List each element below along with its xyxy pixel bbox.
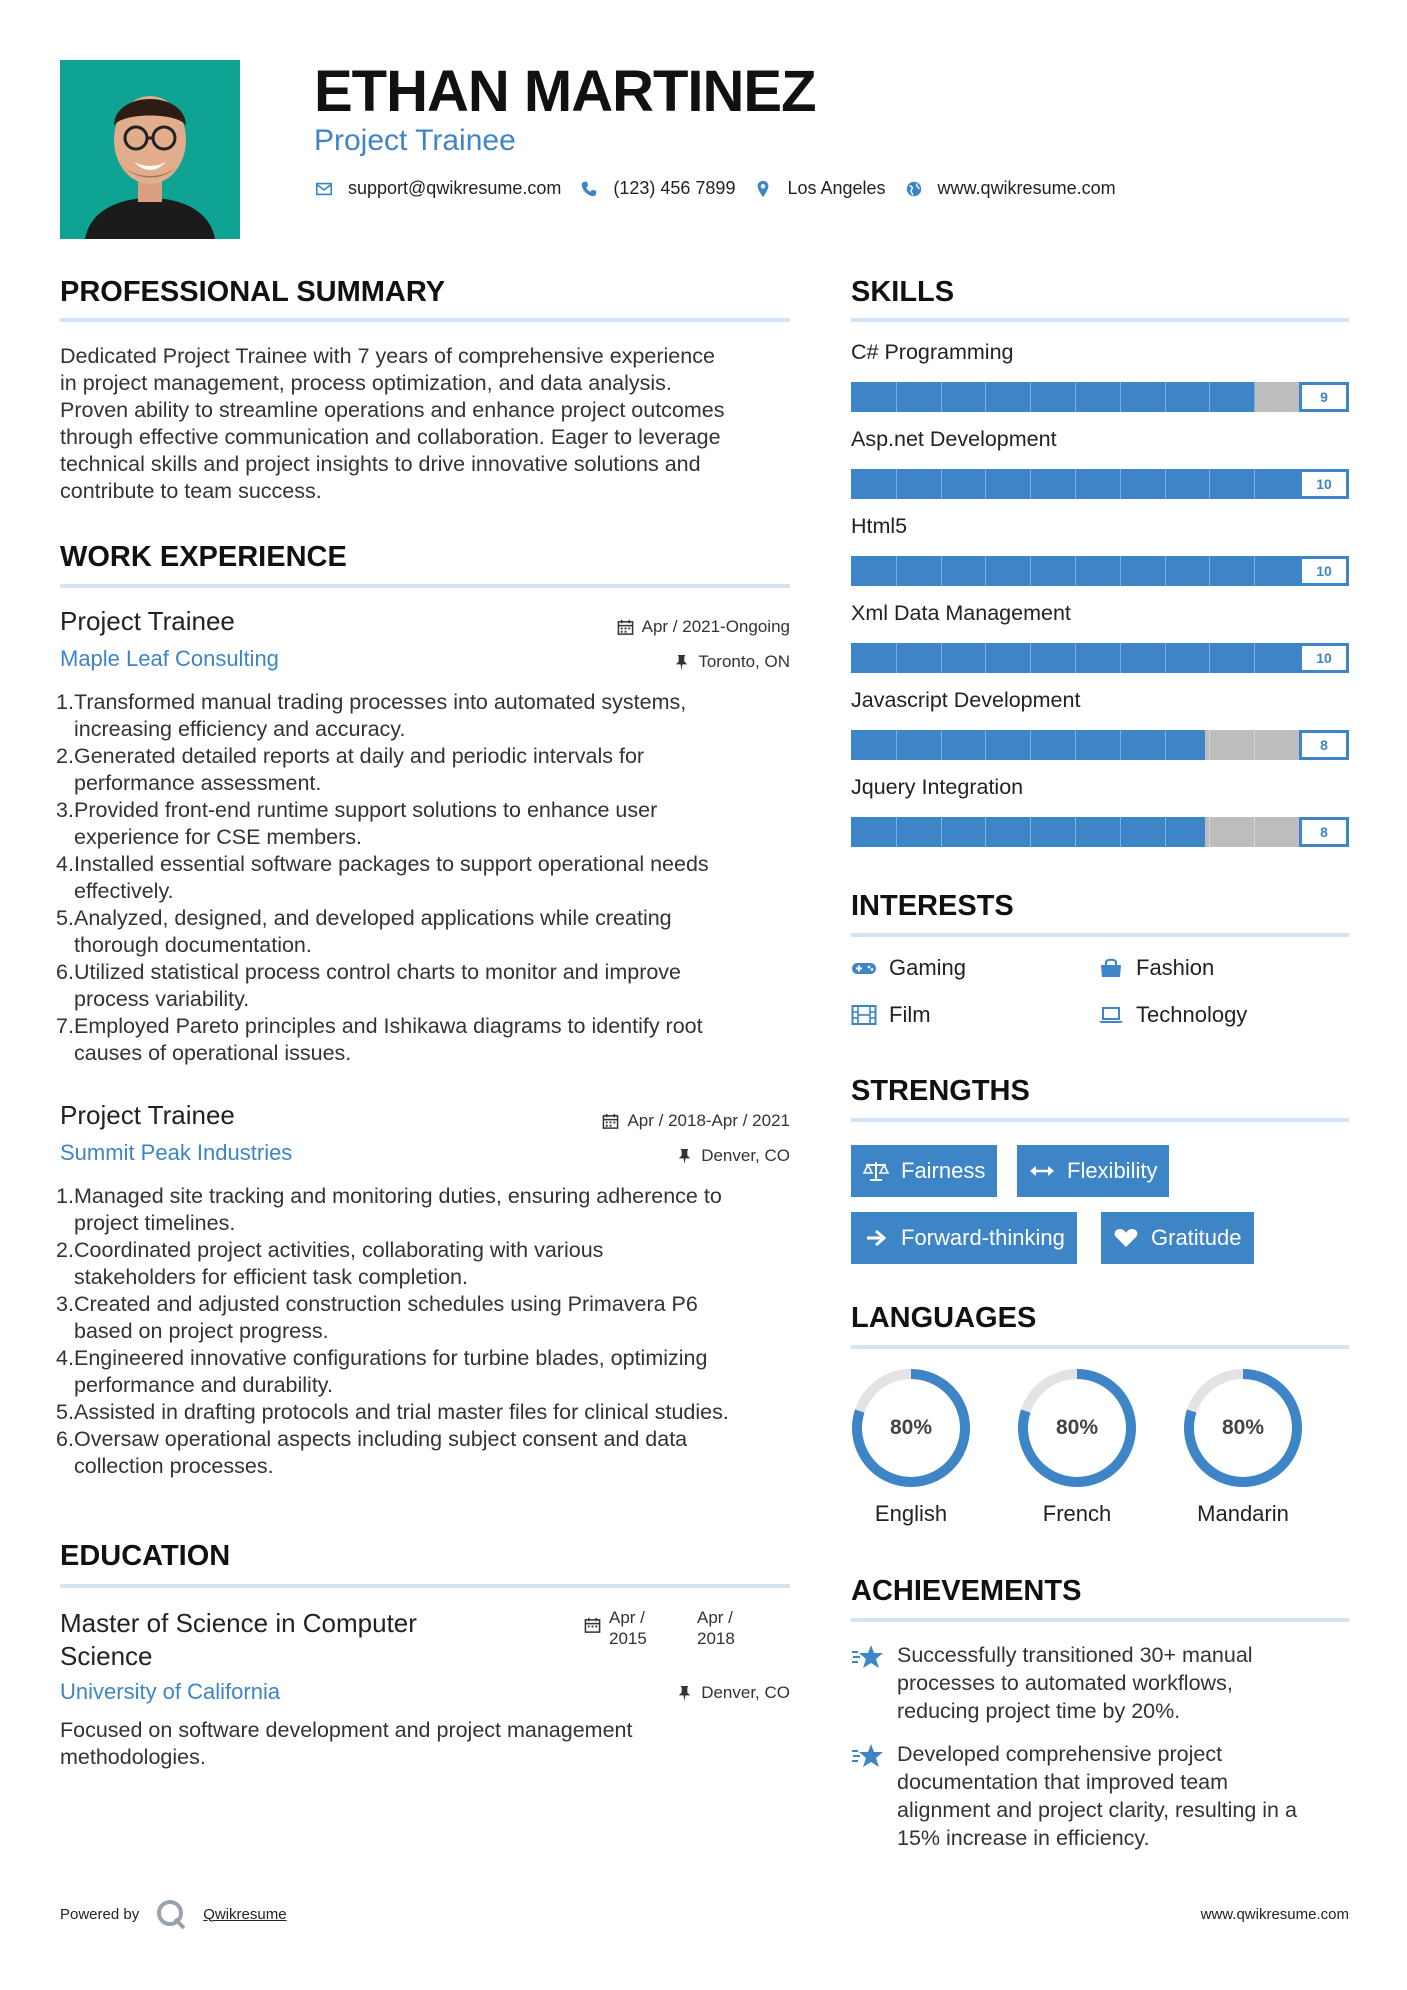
powered-by-text: Powered by [60,1905,140,1923]
list-item-line: Assisted in drafting protocols and trial master files for clinical studies. [74,1400,729,1424]
strength-tag-forward-thinking [851,1212,1077,1264]
skill-bar-segment [1209,817,1210,847]
skill-bar-segment [1209,382,1210,412]
list-item [56,959,801,1013]
language-name: Mandarin [1197,1501,1289,1526]
strengths-divider [851,1118,1349,1122]
balance-scale-icon [863,1160,889,1182]
contact-email-text: support@qwikresume.com [348,178,562,198]
summary-line: Proven ability to streamline operations and enhance project outcomes [60,398,725,422]
interest-gaming [851,955,966,981]
achievement-line: Developed comprehensive project [897,1742,1223,1766]
film-icon [851,1004,877,1026]
avatar [60,60,240,239]
skill-bar-fill [851,643,1349,673]
contact-location [753,178,885,199]
strength-label: Flexibility [1067,1158,1158,1183]
job-location-text: Denver, CO [701,1146,790,1165]
language-item [1182,1367,1304,1527]
skill-level-badge: 8 [1299,730,1349,760]
list-item-line: Utilized statistical process control charts to monitor and improve [74,960,682,984]
list-item [56,689,801,743]
language-name: English [874,1501,948,1526]
skill-bar-segment [1075,382,1076,412]
education-heading: EDUCATION [60,1540,231,1572]
job-location-text: Toronto, ON [698,652,790,671]
skill-bar-segment [1165,469,1166,499]
list-item [56,1345,801,1399]
list-item-line: experience for CSE members. [74,825,362,849]
skill-level-badge: 10 [1299,643,1349,673]
skill-bar-segment [1165,817,1166,847]
list-item-line: Engineered innovative configurations for turbine blades, optimizing [74,1346,708,1370]
pushpin-icon [676,1685,693,1702]
contact-website-text: www.qwikresume.com [937,178,1116,198]
globe-icon [904,179,924,199]
languages-heading: LANGUAGES [851,1302,1037,1334]
list-item [56,851,801,905]
list-number: 6. [56,960,74,984]
shopping-bag-icon [1098,957,1124,979]
list-number: 1. [56,690,74,714]
list-item [56,1183,801,1237]
degree-title [60,1607,417,1673]
skill-bar-segment [1254,556,1255,586]
skill-bar-segment [1254,382,1255,412]
list-item [56,1399,801,1426]
education-start [609,1607,669,1649]
skill-bar-segment [1165,643,1166,673]
skill-bar-segment [1030,643,1031,673]
skill-bar-segment [941,730,942,760]
skill-bar-segment [896,382,897,412]
language-item [1016,1367,1138,1527]
skill-bar [851,469,1349,499]
achievements-divider [851,1618,1349,1622]
list-item-line: Oversaw operational aspects including subject consent and data [74,1427,688,1451]
skill-bar [851,730,1349,760]
skill-bar-segment [1209,469,1210,499]
education-location [676,1683,790,1703]
heart-icon [1113,1227,1139,1249]
skill-bar [851,382,1349,412]
pushpin-icon [676,1148,693,1165]
profile-photo [60,60,240,239]
achievement-text [897,1641,1253,1725]
list-item-line: process variability. [74,987,250,1011]
list-item-line: Transformed manual trading processes into automated systems, [74,690,687,714]
skill-bar-segment [1030,556,1031,586]
list-item-line: Coordinated project activities, collaborating with various [74,1238,604,1262]
achievement-line: reducing project time by 20%. [897,1699,1181,1723]
education-dates [584,1607,757,1649]
job-bullets [56,689,801,1067]
language-percent: 80% [1221,1416,1265,1439]
job-company: Maple Leaf Consulting [60,646,279,671]
skill-bar-segment [985,730,986,760]
skill-bar [851,556,1349,586]
skill-bar-segment [1075,556,1076,586]
summary-divider [60,318,790,322]
achievement-line: Successfully transitioned 30+ manual [897,1643,1253,1667]
footer-url[interactable]: www.qwikresume.com [1200,1906,1349,1923]
interest-fashion [1098,955,1214,981]
interest-technology [1098,1002,1247,1028]
list-number: 6. [56,1427,74,1451]
star-award-icon [851,1643,885,1673]
skill-bar-segment [941,382,942,412]
interest-label: Film [889,1002,931,1027]
languages-divider [851,1345,1349,1349]
skill-bar-segment [896,730,897,760]
experience-heading: WORK EXPERIENCE [60,541,347,573]
achievement-item [851,1740,1351,1852]
skill-bar-segment [1165,730,1166,760]
skill-bar-segment [1075,643,1076,673]
job-title: Project Trainee [60,1100,235,1130]
skills-divider [851,318,1349,322]
contact-location-text: Los Angeles [787,178,886,198]
description-line: Focused on software development and project management [60,1718,633,1742]
summary-heading: PROFESSIONAL SUMMARY [60,276,446,308]
skill-bar-segment [1165,556,1166,586]
star-award-icon [851,1742,885,1772]
language-name: French [1042,1501,1112,1526]
skill-bar-segment [941,643,942,673]
job-title: Project Trainee [60,606,235,636]
summary-line: technical skills and project insights to drive innovative solutions and [60,452,701,476]
interest-label: Fashion [1136,955,1215,980]
description-line: methodologies. [60,1745,206,1769]
job-dates-text: Apr / 2018-Apr / 2021 [627,1111,790,1130]
degree-line: Master of Science in Computer [60,1608,417,1638]
list-number: 1. [56,1184,74,1208]
skill-bar-segment [941,469,942,499]
list-item-line: effectively. [74,879,174,903]
skill-bar [851,817,1349,847]
laptop-icon [1098,1004,1124,1026]
skill-level-badge: 9 [1299,382,1349,412]
list-item-line: Managed site tracking and monitoring duties, ensuring adherence to [74,1184,722,1208]
interests-heading: INTERESTS [851,890,1014,922]
list-item-line: stakeholders for efficient task completion. [74,1265,468,1289]
job-dates [602,1111,790,1131]
list-item [56,1013,801,1067]
skill-label: C# Programming [851,340,1014,364]
skill-label: Xml Data Management [851,601,1071,625]
education-end [697,1607,757,1649]
skill-bar-segment [1030,817,1031,847]
skill-bar-segment [896,817,897,847]
strength-tag-gratitude [1101,1212,1254,1264]
skill-bar-segment [985,643,986,673]
skill-bar-segment [1254,643,1255,673]
language-percent: 80% [1055,1416,1099,1439]
skill-bar-segment [1209,643,1210,673]
language-item [850,1367,972,1527]
skill-level-badge: 10 [1299,556,1349,586]
skill-bar-segment [1209,556,1210,586]
education-description [60,1717,800,1771]
job-location [676,1146,790,1166]
skill-bar-fill [851,817,1205,847]
strength-tag-flexibility [1017,1145,1169,1197]
list-item [56,1291,801,1345]
education-divider [60,1584,790,1588]
education-location-text: Denver, CO [701,1683,790,1702]
list-item [56,797,801,851]
list-number: 5. [56,906,74,930]
skill-bar-segment [1165,382,1166,412]
envelope-icon [314,179,334,199]
interests-divider [851,933,1349,937]
interest-label: Gaming [889,955,967,980]
list-item [56,743,801,797]
list-item-line: thorough documentation. [74,933,312,957]
list-number: 7. [56,1014,74,1038]
calendar-icon [617,619,634,636]
skill-bar [851,643,1349,673]
list-item-line: Installed essential software packages to support operational needs [74,852,709,876]
end-line: Apr / [697,1608,733,1627]
degree-line: Science [60,1641,153,1671]
skill-bar-segment [1120,817,1121,847]
footer-powered-by [60,1898,287,1930]
arrow-right-icon [863,1227,889,1249]
skill-bar-segment [985,382,986,412]
achievement-text [897,1740,1297,1852]
list-item-line: collection processes. [74,1454,274,1478]
strength-label: Forward-thinking [901,1225,1065,1250]
calendar-icon [584,1617,601,1634]
summary-line: in project management, process optimization, and data analysis. [60,371,672,395]
skill-bar-segment [1075,817,1076,847]
skill-bar-segment [1075,469,1076,499]
skill-label: Html5 [851,514,908,538]
skill-label: Asp.net Development [851,427,1057,451]
list-item-line: performance and durability. [74,1373,333,1397]
skill-bar-segment [896,556,897,586]
arrows-horizontal-icon [1029,1160,1055,1182]
skill-bar-segment [1120,469,1121,499]
list-item [56,1426,801,1480]
skill-bar-segment [1254,469,1255,499]
language-percent: 80% [889,1416,933,1439]
skill-bar-segment [1120,382,1121,412]
list-number: 5. [56,1400,74,1424]
contact-email[interactable] [314,178,561,199]
skill-bar-segment [896,643,897,673]
list-item-line: causes of operational issues. [74,1041,352,1065]
skill-level-badge: 8 [1299,817,1349,847]
skill-level-badge: 10 [1299,469,1349,499]
list-number: 3. [56,1292,74,1316]
list-number: 4. [56,1346,74,1370]
skill-bar-segment [1209,730,1210,760]
list-item-line: Employed Pareto principles and Ishikawa diagrams to identify root [74,1014,703,1038]
list-item-line: performance assessment. [74,771,322,795]
skill-bar-segment [1030,730,1031,760]
achievement-line: processes to automated workflows, [897,1671,1233,1695]
strength-tag-fairness [851,1145,997,1197]
skill-bar-fill [851,556,1349,586]
list-item-line: Provided front-end runtime support solutions to enhance user [74,798,658,822]
skill-bar-segment [1254,730,1255,760]
skill-bar-fill [851,469,1349,499]
skill-bar-segment [1120,643,1121,673]
skills-heading: SKILLS [851,276,955,308]
skill-bar-fill [851,382,1255,412]
brand-link[interactable]: Qwikresume [203,1905,287,1923]
qwikresume-logo-icon [155,1898,187,1930]
list-number: 2. [56,1238,74,1262]
achievement-item [851,1641,1351,1725]
list-item-line: Generated detailed reports at daily and periodic intervals for [74,744,645,768]
skill-bar-segment [1030,469,1031,499]
job-location [673,652,790,672]
job-bullets [56,1183,801,1480]
summary-line: Dedicated Project Trainee with 7 years of comprehensive experience [60,344,715,368]
start-line: Apr / [609,1608,645,1627]
skill-label: Javascript Development [851,688,1081,712]
contact-list [314,178,1134,199]
skill-bar-segment [985,556,986,586]
contact-website[interactable] [904,178,1116,199]
skill-bar-segment [985,469,986,499]
end-line: 2018 [697,1629,735,1648]
skill-label: Jquery Integration [851,775,1024,799]
summary-line: through effective communication and collaboration. Eager to leverage [60,425,721,449]
list-item-line: increasing efficiency and accuracy. [74,717,406,741]
skill-bar-fill [851,730,1205,760]
strengths-heading: STRENGTHS [851,1075,1030,1107]
list-number: 4. [56,852,74,876]
calendar-icon [602,1113,619,1130]
list-item [56,1237,801,1291]
map-pin-icon [753,179,773,199]
achievements-heading: ACHIEVEMENTS [851,1575,1082,1607]
job-dates-text: Apr / 2021-Ongoing [641,617,790,636]
interest-film [851,1002,931,1028]
candidate-title: Project Trainee [314,124,516,157]
skill-bar-segment [985,817,986,847]
list-number: 2. [56,744,74,768]
achievement-line: alignment and project clarity, resulting in a [897,1798,1297,1822]
list-item-line: Created and adjusted construction schedules using Primavera P6 [74,1292,698,1316]
strength-label: Fairness [901,1158,986,1183]
start-line: 2015 [609,1629,647,1648]
strength-label: Gratitude [1151,1225,1242,1250]
job-company: Summit Peak Industries [60,1140,293,1165]
list-item [56,905,801,959]
experience-divider [60,584,790,588]
summary-line: contribute to team success. [60,479,322,503]
skill-bar-segment [1120,556,1121,586]
achievement-line: documentation that improved team [897,1770,1229,1794]
contact-phone[interactable] [579,178,735,199]
job-dates [617,617,790,637]
skill-bar-segment [1254,817,1255,847]
phone-icon [579,179,599,199]
interest-label: Technology [1136,1002,1248,1027]
summary-text [60,343,800,505]
list-item-line: Analyzed, designed, and developed applications while creating [74,906,672,930]
skill-bar-segment [941,556,942,586]
list-item-line: based on project progress. [74,1319,329,1343]
contact-phone-text: (123) 456 7899 [613,178,736,198]
list-item-line: project timelines. [74,1211,236,1235]
skill-bar-segment [1030,382,1031,412]
skill-bar-segment [1120,730,1121,760]
list-number: 3. [56,798,74,822]
candidate-name: ETHAN MARTINEZ [314,59,816,124]
school-name: University of California [60,1679,281,1704]
achievement-line: 15% increase in efficiency. [897,1826,1150,1850]
skill-bar-segment [1075,730,1076,760]
pushpin-icon [673,654,690,671]
gamepad-icon [851,957,877,979]
skill-bar-segment [941,817,942,847]
skill-bar-segment [896,469,897,499]
